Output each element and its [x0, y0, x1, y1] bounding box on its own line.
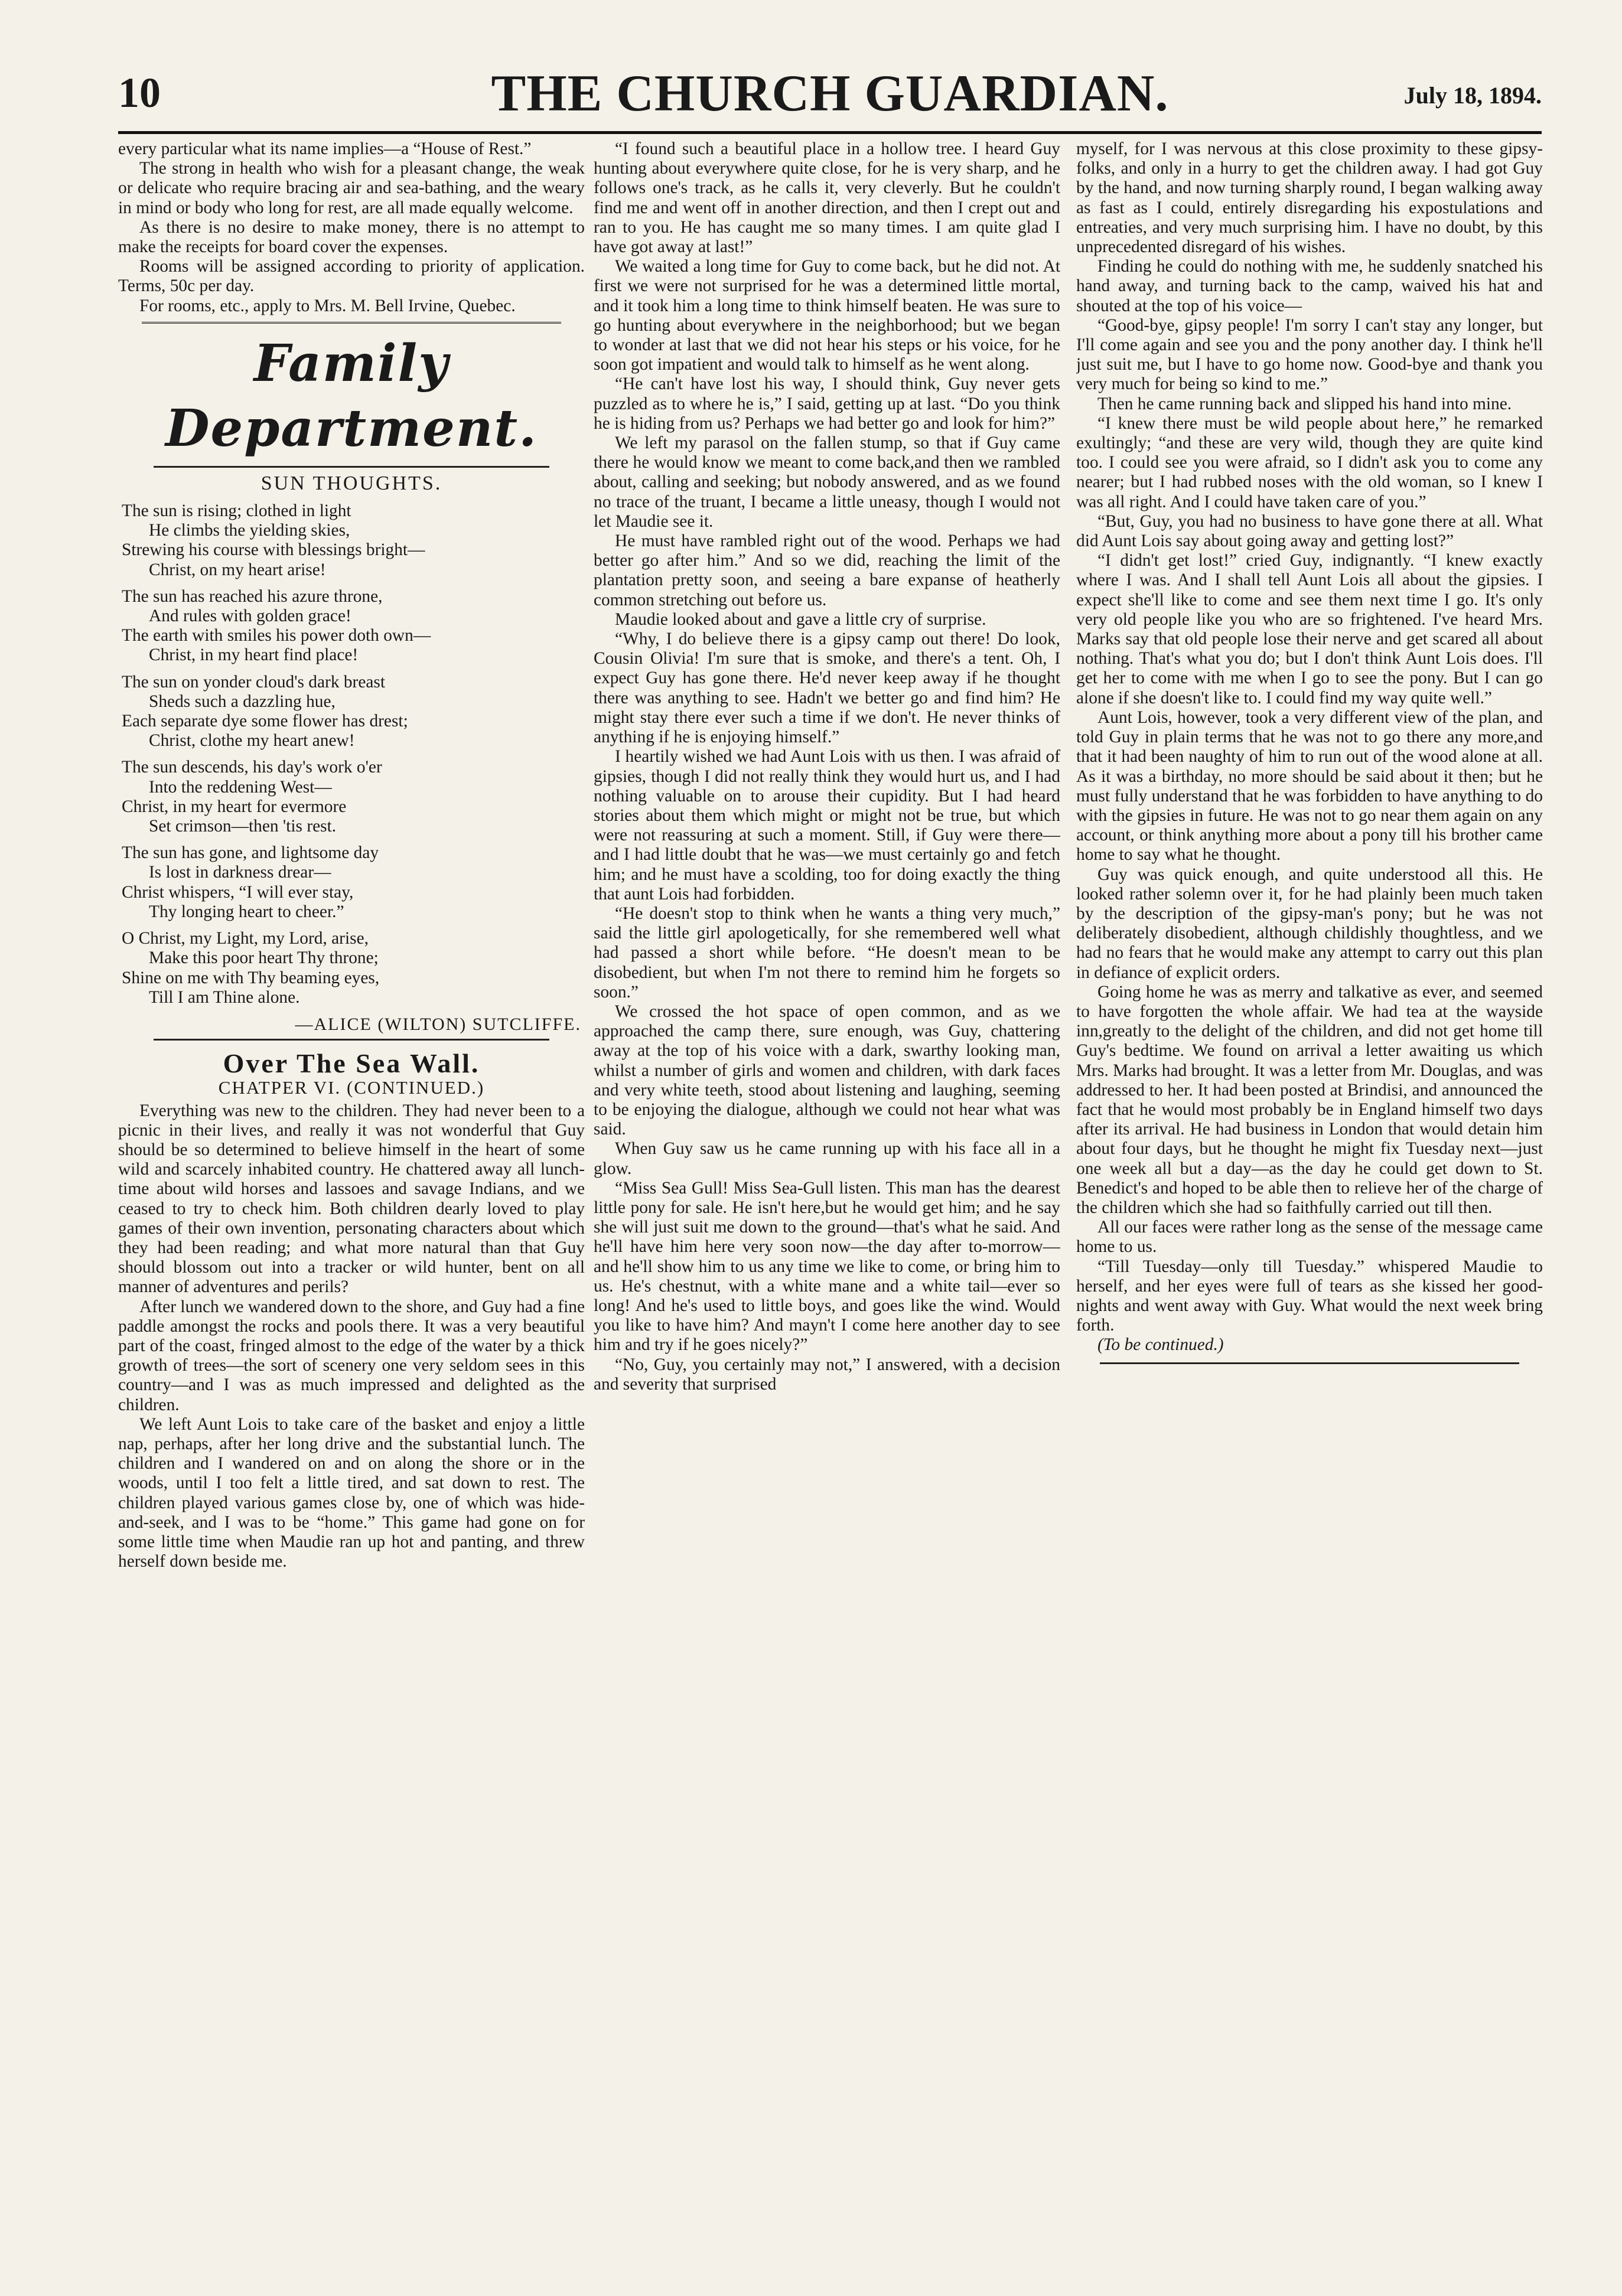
- poem-stanza: [122, 929, 585, 1007]
- section-divider: [154, 466, 549, 468]
- story-paragraph: We waited a long time for Guy to come back, but he did not. At first we were not surprised for he was a determined little mortal, and it took him a long time to think himself beaten. He was sure to go hunting about everywhere in the neighborhood; but we began to wonder at last that we did not hear his steps or his voice, for he soon got impatient and would talk to himself as he went along.: [594, 257, 1060, 374]
- story-paragraph: Going home he was as merry and talkative as ever, and seemed to have forgotten the whole affair. We had tea at the wayside inn,greatly to the delight of the children, and did not get home till Guy's bedtime. We found on arrival a letter awaiting us which Mrs. Marks had brought. It was a letter from Mr. Douglas, and was addressed to her. It had been posted at Brindisi, and announced the fact that he would most probably be in England himself two days after its arrival. He had business in London that would detain him about four days, but he thought he might fix Tuesday next—just one week all but a day—as the day he could get down to St. Benedict's and hoped to be able then to relieve her of the charge of the children which she had so faithfully carried out till then.: [1076, 982, 1543, 1217]
- poem-line: Is lost in darkness drear—: [149, 863, 331, 882]
- department-title: Family Department.: [165, 333, 538, 458]
- story-paragraph: “Good-bye, gipsy people! I'm sorry I can't stay any longer, but I'll come again and see you and the pony another day. I think he'll just suit me, but I have to go home now. Good-bye and thank you very much for being so kind to me.”: [1076, 315, 1543, 394]
- poem-line: The earth with smiles his power doth own—: [122, 626, 431, 645]
- story-paragraph: “Till Tuesday—only till Tuesday.” whispered Maudie to herself, and her eyes were full of tears as she kissed her good-nights and went away with Guy. What would the next week bring forth.: [1076, 1257, 1543, 1335]
- poem-line: And rules with golden grace!: [149, 606, 351, 626]
- story-paragraph: “But, Guy, you had no business to have gone there at all. What did Aunt Lois say about going away and getting lost?”: [1076, 511, 1543, 551]
- poem-stanza: [122, 843, 585, 922]
- poem-line: Sheds such a dazzling hue,: [149, 692, 336, 711]
- page-number: 10: [118, 69, 161, 116]
- story-paragraph: Finding he could do nothing with me, he suddenly snatched his hand away, and turning back to the camp, waived his hat and shouted at the top of his voice—: [1076, 257, 1543, 315]
- section-divider: [142, 322, 561, 325]
- poem-line: Each separate dye some flower has drest;: [122, 712, 408, 731]
- poem-line: Strewing his course with blessings bright—: [122, 540, 425, 560]
- poem-line: O Christ, my Light, my Lord, arise,: [122, 929, 369, 948]
- poem-line: The sun has gone, and lightsome day: [122, 843, 379, 863]
- story-paragraph: Guy was quick enough, and quite understood all this. He looked rather solemn over it, for he had plainly been much taken by the description of the gipsy-man's pony; but he was not deliberately disobedient, although childishly thoughtless, and we had no fears that he would make any attempt to carry out this plan in defiance of explicit orders.: [1076, 865, 1543, 982]
- poem-line: Till I am Thine alone.: [149, 987, 300, 1007]
- poem-line: Thy longing heart to cheer.”: [149, 902, 344, 921]
- column-1: [118, 139, 585, 2259]
- story-paragraph: “I didn't get lost!” cried Guy, indignantly. “I knew exactly where I was. And I shall tell Aunt Lois all about the gipsies. I expect she'll like to come and see them next time I go. It's only very old people like you who are so frightened. I've heard Mrs. Marks say that old people lose their nerve and get scared all about nothing. That's what you do; but I don't think Aunt Lois does. I'll get her to come with me when I go to see the pony. But I can go alone if she doesn't like to. I could find my way quite well.”: [1076, 551, 1543, 707]
- poem-line: Into the reddening West—: [149, 777, 332, 797]
- end-rule: [1100, 1362, 1519, 1364]
- poem-line: The sun has reached his azure throne,: [122, 586, 383, 606]
- poem-author: —ALICE (WILTON) SUTCLIFFE.: [295, 1014, 581, 1034]
- notice-paragraph: For rooms, etc., apply to Mrs. M. Bell Irvine, Quebec.: [139, 296, 516, 315]
- poem: [122, 501, 585, 1007]
- story-paragraph: “He can't have lost his way, I should think, Guy never gets puzzled as to where he is,” I said, getting up at last. “Do you think he is hiding from us? Perhaps we had better go and look for him?”: [594, 374, 1060, 433]
- section-divider: [154, 1039, 549, 1041]
- masthead-rule: [118, 131, 1542, 134]
- story-paragraph: We crossed the hot space of open common, and as we approached the camp there, sure enough, was Guy, chattering away at the top of his voice with a dark, swarthy looking man, whilst a number of girls and women and children, with dark faces and very white teeth, stood about listening and laughing, seeming to be enjoying the dialogue, although we could not hear what was said.: [594, 1002, 1060, 1139]
- poem-line: Set crimson—then 'tis rest.: [149, 817, 337, 836]
- poem-line: The sun descends, his day's work o'er: [122, 758, 382, 777]
- poem-line: Christ whispers, “I will ever stay,: [122, 882, 354, 902]
- poem-line: Christ, in my heart find place!: [149, 645, 359, 665]
- story-paragraph: “I knew there must be wild people about here,” he remarked exultingly; “and these are very wild, though they are quite kind too. I could see you were afraid, so I didn't ask you to come any nearer; but I had rubbed noses with the old woman, so I knew I was all right. And I could have taken care of you.”: [1076, 413, 1543, 511]
- column-3: [1076, 139, 1543, 2259]
- poem-line: Make this poor heart Thy throne;: [149, 948, 379, 968]
- story-paragraph: “No, Guy, you certainly may not,” I answered, with a decision and severity that surprised: [594, 1355, 1060, 1394]
- poem-line: The sun on yonder cloud's dark breast: [122, 672, 386, 692]
- story-paragraph: “He doesn't stop to think when he wants a thing very much,” said the little girl apologetically, for she remembered well what had passed a short while before. “He doesn't mean to be disobedient, but when I'm not there to remind him he forgets so soon.”: [594, 904, 1060, 1002]
- story-paragraph: Aunt Lois, however, took a very different view of the plan, and told Guy in plain terms that he was not to go there any more,and that it had been naughty of him to run out of the wood alone at all. As it was a birthday, no more should be said about it then; but he must fully understand that he was forbidden to have anything to do with the gipsies in future. He was not to go near them again on any account, or think anything more about a pony till his brother came home to say what he thought.: [1076, 707, 1543, 865]
- story-paragraph: All our faces were rather long as the sense of the message came home to us.: [1076, 1218, 1543, 1257]
- story-paragraph: I heartily wished we had Aunt Lois with us then. I was afraid of gipsies, though I did not really think they would hurt us, and I had nothing valuable on to arouse their cupidity. But I had heard stories about them which might or might not be true, but which were not reassuring at such a moment. Still, if Guy were there—and I had little doubt that he was—we must certainly go and fetch him; and he must have a scolding, too for doing exactly the thing that aunt Lois had forbidden.: [594, 747, 1060, 904]
- poem-line: Christ, clothe my heart anew!: [149, 731, 355, 751]
- poem-line: Christ, on my heart arise!: [149, 560, 326, 579]
- serial-title: Over The Sea Wall.: [223, 1048, 480, 1079]
- masthead: [118, 64, 1542, 129]
- poem-line: Christ, in my heart for evermore: [122, 797, 347, 816]
- notice-paragraph: As there is no desire to make money, there is no attempt to make the receipts for board cover the expenses.: [118, 217, 585, 257]
- poem-line: He climbs the yielding skies,: [149, 521, 350, 540]
- story-paragraph: Maudie looked about and gave a little cry of surprise.: [615, 609, 986, 629]
- story-paragraph: After lunch we wandered down to the shore, and Guy had a fine paddle amongst the rocks and pools there. It was a very beautiful part of the coast, fringed almost to the edge of the water by a thick growth of trees—the sort of scenery one very seldom sees in this country—and I was as much impressed and delighted as the children.: [118, 1297, 585, 1414]
- story-paragraph: “Why, I do believe there is a gipsy camp out there! Do look, Cousin Olivia! I'm sure that is smoke, and there's a tent. Oh, I expect Guy has gone there. He'd never keep away if he thought there was anything to see. Hadn't we better go and find him? He might stay there ever such a time if we don't. He never thinks of anything if he is enjoying himself.”: [594, 630, 1060, 747]
- story-paragraph: When Guy saw us he came running up with his face all in a glow.: [594, 1139, 1060, 1178]
- story-paragraph: He must have rambled right out of the wood. Perhaps we had better go after him.” And so we did, reaching the limit of the plantation pretty soon, and seeing a bare expanse of heatherly common stretching out before us.: [594, 531, 1060, 609]
- story-paragraph: “Miss Sea Gull! Miss Sea-Gull listen. This man has the dearest little pony for sale. He isn't here,but he would get him; and he say she will just suit me down to the ground—that's what he said. And he'll have him here very soon now—the day after to-morrow— and he'll show him to us any time we like to come, or bring him to us. He's chestnut, with a white mane and a white tail—ever so long! And he's used to little boys, and goes like the wind. Would you like to have him? And mayn't I come here another day to see him and try if he goes nicely?”: [594, 1178, 1060, 1355]
- poem-line: Shine on me with Thy beaming eyes,: [122, 968, 380, 987]
- poem-stanza: [122, 673, 585, 751]
- chapter-heading: CHATPER VI. (CONTINUED.): [218, 1077, 485, 1098]
- continued-note: (To be continued.): [1097, 1335, 1224, 1355]
- issue-date: July 18, 1894.: [1403, 82, 1542, 109]
- story-paragraph: “I found such a beautiful place in a hollow tree. I heard Guy hunting about everywhere quite close, for he is very sharp, and he follows one's track, as he calls it, very cleverly. But he couldn't find me and went off in another direction, and then I crept out and ran to you. He has caught me so many times. I am quite glad I have got away at last!”: [594, 139, 1060, 257]
- poem-title: SUN THOUGHTS.: [260, 472, 442, 494]
- newspaper-title: THE CHURCH GUARDIAN.: [491, 65, 1169, 122]
- poem-line: The sun is rising; clothed in light: [122, 501, 351, 521]
- notice-paragraph: The strong in health who wish for a pleasant change, the weak or delicate who require bracing air and sea-bathing, and the weary in mind or body who long for rest, are all made equally welcome.: [118, 159, 585, 217]
- story-paragraph: Everything was new to the children. They had never been to a picnic in their lives, and really it was not wonderful that Guy should be so determined to believe himself in the heart of some wild and scarcely inhabited country. He chattered away all lunch-time about wild horses and lassoes and savage Indians, and we ceased to try to check him. Both children dearly loved to play games of their own invention, personating characters about which they had been reading; and what more natural than that Guy should blossom out into a tracker or wild hunter, bent on all manner of adventures and perils?: [118, 1101, 585, 1297]
- column-2: [594, 139, 1060, 2259]
- poem-stanza: [122, 587, 585, 666]
- notice-paragraph: every particular what its name implies—a “House of Rest.”: [118, 139, 532, 158]
- poem-stanza: [122, 758, 585, 836]
- poem-stanza: [122, 501, 585, 580]
- story-paragraph: We left my parasol on the fallen stump, so that if Guy came there he would know we meant to come back,and then we rambled about, calling and seeking; but nobody answered, and as we found no trace of the truant, I became a little uneasy, though I would not let Maudie see it.: [594, 433, 1060, 531]
- story-paragraph: Then he came running back and slipped his hand into mine.: [1097, 394, 1512, 413]
- story-paragraph: myself, for I was nervous at this close proximity to these gipsy-folks, and only in a hurry to get the children away. I had got Guy by the hand, and now turning sharply round, I began walking away as fast as I could, entirely disregarding his expostulations and entreaties, and very much surprising him. I have no doubt, by this unprecedented disregard of his wishes.: [1076, 139, 1543, 257]
- notice-paragraph: Rooms will be assigned according to priority of application. Terms, 50c per day.: [118, 257, 585, 296]
- house-notice: [118, 139, 585, 316]
- story-paragraph: We left Aunt Lois to take care of the basket and enjoy a little nap, perhaps, after her long drive and the substantial lunch. The children and I wandered on and on along the shore or in the woods, until I too felt a little tired, and sat down to rest. The children played various games close by, one of which was hide-and-seek, and I was to be “home.” This game had gone on for some little time when Maudie ran up hot and panting, and threw herself down beside me.: [118, 1414, 585, 1571]
